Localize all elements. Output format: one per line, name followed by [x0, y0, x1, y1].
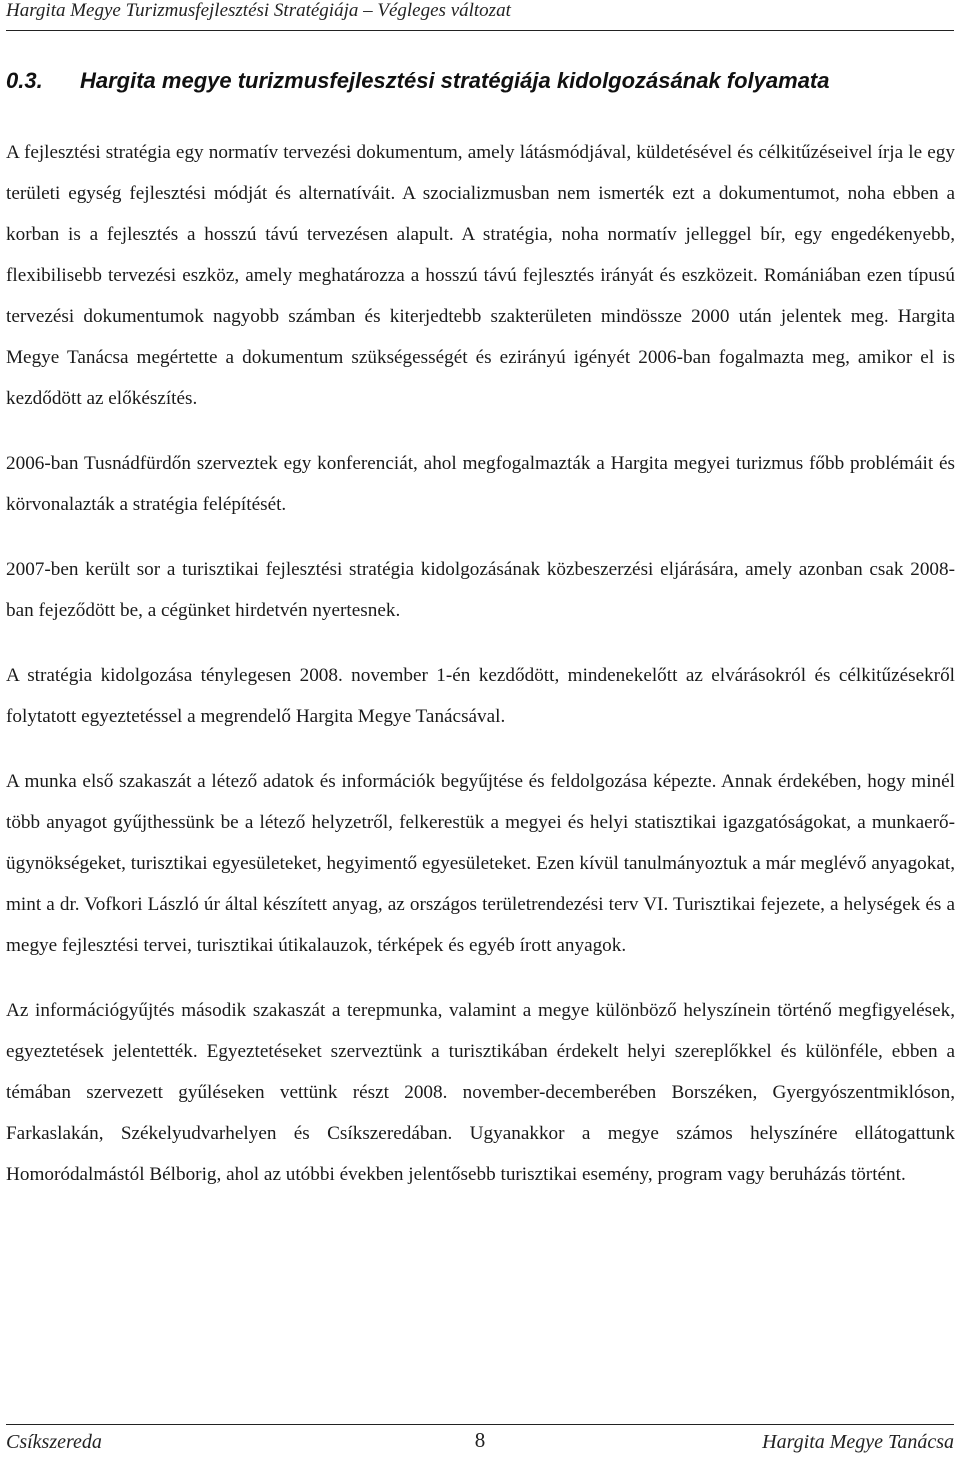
section-heading [6, 66, 956, 96]
section-title: Hargita megye turizmusfejlesztési stratégiája kidolgozásának folyamata [80, 68, 830, 93]
page-footer [6, 1424, 954, 1455]
footer-publisher: Hargita Megye Tanácsa [762, 1431, 954, 1453]
paragraph-procurement-2007: 2007-ben került sor a turisztikai fejlesztési stratégia kidolgozásának közbeszerzési eljárására, amely azonban csak 2008-ban fejeződött be, a cégünket hirdetvén nyertesnek. [6, 559, 955, 621]
section-number: 0.3. [6, 68, 43, 93]
paragraph-conference-2006: 2006-ban Tusnádfürdőn szerveztek egy konferenciát, ahol megfogalmazták a Hargita megyei turizmus főbb problémáit és körvonalazták a stratégia felépítését. [6, 453, 955, 515]
body-text [6, 132, 955, 1219]
running-header-title: Hargita Megye Turizmusfejlesztési Stratégiája – Végleges változat [6, 0, 511, 21]
paragraph-fieldwork: Az információgyűjtés második szakaszát a terepmunka, valamint a megye különböző helyszínein történő megfigyelések, egyeztetések jelentették. Egyeztetéseket szerveztünk a turisztikában érdekelt helyi szereplőkkel és különféle, ebben a témában szervezett gyűléseken vettünk részt 2008. november-decemberében Borszéken, Gyergyószentmiklóson, Farkaslakán, Székelyudvarhelyen és Csíkszeredában. Ugyanakkor a megye számos helyszínére ellátogattunk Homoródalmástól Bélborig, ahol az utóbbi években jelentősebb turisztikai esemény, program vagy beruházás történt. [6, 1000, 955, 1185]
paragraph-strategy-definition: A fejlesztési stratégia egy normatív tervezési dokumentum, amely látásmódjával, küldetésével és célkitűzéseivel írja le egy területi egység fejlesztési módját és alternatíváit. A szocializmusban nem ismerték ezt a dokumentumot, noha ebben a korban is a fejlesztés a hosszú távú tervezésen alapult. A stratégia, noha normatív jelleggel bír, egy engedékenyebb, flexibilisebb tervezési eszköz, amely meghatározza a hosszú távú fejlesztés irányát és eszközeit. Romániában ezen típusú tervezési dokumentumok nagyobb számban és kiterjedtebb szakterületen mindössze 2000 után jelentek meg. Hargita Megye Tanácsa megértette a dokumentum szükségességét és ezirányú igényét 2006-ban fogalmazta meg, amikor el is kezdődött az előkészítés. [6, 142, 955, 409]
paragraph-data-collection: A munka első szakaszát a létező adatok és információk begyűjtése és feldolgozása képezte. Annak érdekében, hogy minél több anyagot gyűjthessünk be a létező helyzetről, felkerestük a megyei és helyi statisztikai igazgatóságokat, a munkaerő-ügynökségeket, turisztikai egyesületeket, hegyimentő egyesületeket. Ezen kívül tanulmányoztuk a már meglévő anyagokat, mint a dr. Vofkori László úr által készített anyag, az országos területrendezési terv VI. Turisztikai fejezete, a helységek és a megye fejlesztési tervei, turisztikai útikalauzok, térképek és egyéb írott anyagok. [6, 771, 955, 956]
page-number: 8 [474, 1428, 486, 1452]
running-header [6, 0, 954, 31]
paragraph-work-start-2008: A stratégia kidolgozása ténylegesen 2008. november 1-én kezdődött, mindenekelőtt az elvárásokról és célkitűzésekről folytatott egyeztetéssel a megrendelő Hargita Megye Tanácsával. [6, 665, 955, 727]
footer-location: Csíkszereda [6, 1431, 102, 1453]
